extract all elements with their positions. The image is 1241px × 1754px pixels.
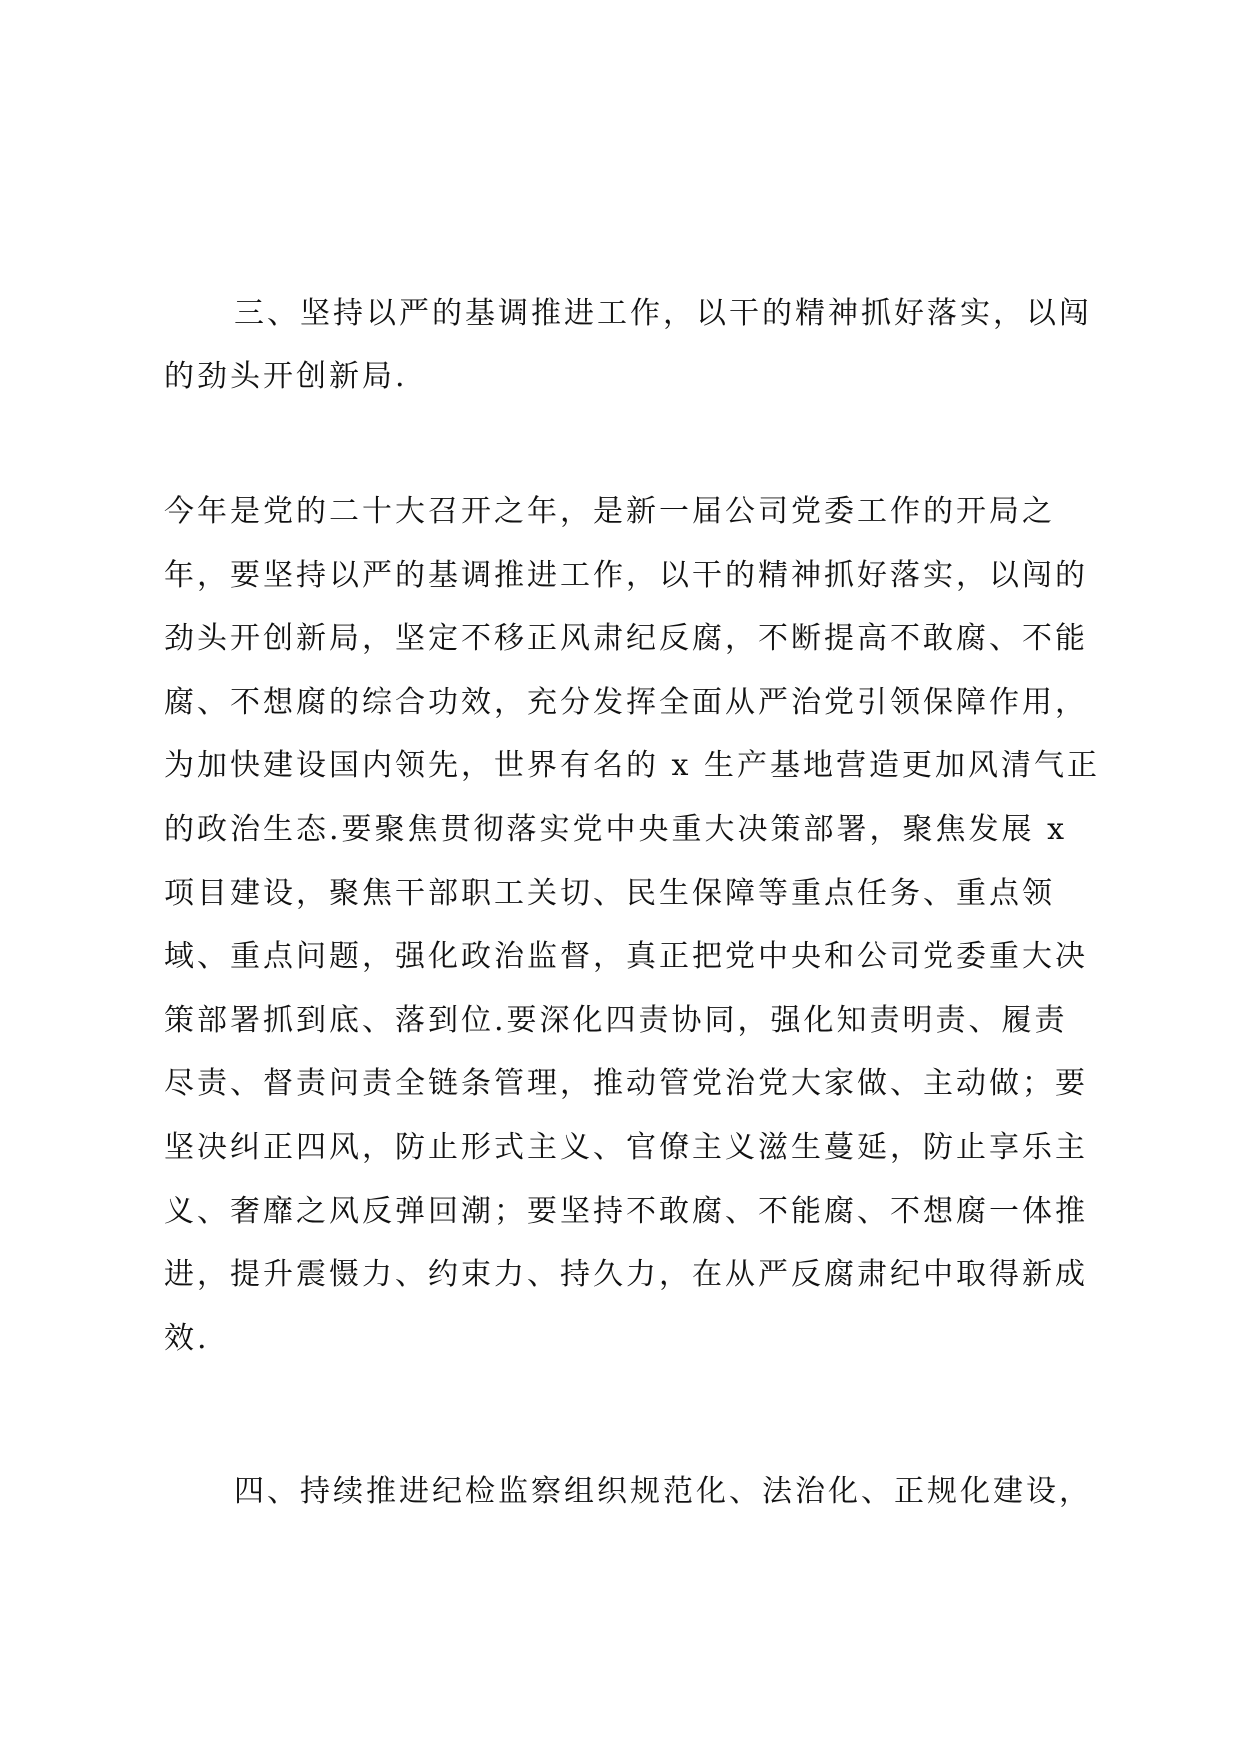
paragraph-line: 劲头开创新局，坚定不移正风肃纪反腐，不断提高不敢腐、不能 (164, 621, 1088, 657)
paragraph-line: 项目建设，聚焦干部职工关切、民生保障等重点任务、重点领 (164, 875, 1055, 911)
section-4-heading (164, 1460, 1094, 1523)
section-3-heading (164, 282, 1094, 408)
paragraph-line: 尽责、督责问责全链条管理，推动管党治党大家做、主动做；要 (164, 1066, 1088, 1102)
section-3-heading-line-2: 的劲头开创新局. (164, 359, 408, 394)
paragraph-line: 进，提升震慑力、约束力、持久力，在从严反腐肃纪中取得新成 (164, 1257, 1088, 1293)
paragraph-line: 年，要坚持以严的基调推进工作，以干的精神抓好落实，以闯的 (164, 557, 1088, 593)
body-paragraph (164, 480, 1100, 1370)
paragraph-line: 腐、不想腐的综合功效，充分发挥全面从严治党引领保障作用， (164, 684, 1088, 720)
paragraph-line: 今年是党的二十大召开之年，是新一届公司党委工作的开局之 (164, 494, 1055, 529)
paragraph-line: 的政治生态.要聚焦贯彻落实党中央重大决策部署，聚焦发展 x (164, 811, 1067, 847)
paragraph-line: 坚决纠正四风，防止形式主义、官僚主义滋生蔓延，防止享乐主 (164, 1129, 1088, 1165)
paragraph-line: 为加快建设国内领先，世界有名的 x 生产基地营造更加风清气正 (164, 748, 1100, 784)
paragraph-line: 域、重点问题，强化政治监督，真正把党中央和公司党委重大决 (164, 939, 1088, 975)
paragraph-line: 义、奢靡之风反弹回潮；要坚持不敢腐、不能腐、不想腐一体推 (164, 1193, 1088, 1229)
paragraph-line: 效. (164, 1320, 210, 1356)
section-3-heading-line-1: 三、坚持以严的基调推进工作，以干的精神抓好落实，以闯 (234, 296, 1092, 331)
section-4-heading-line-1: 四、持续推进纪检监察组织规范化、法治化、正规化建设， (234, 1474, 1092, 1509)
paragraph-line: 策部署抓到底、落到位.要深化四责协同，强化知责明责、履责 (164, 1002, 1068, 1038)
